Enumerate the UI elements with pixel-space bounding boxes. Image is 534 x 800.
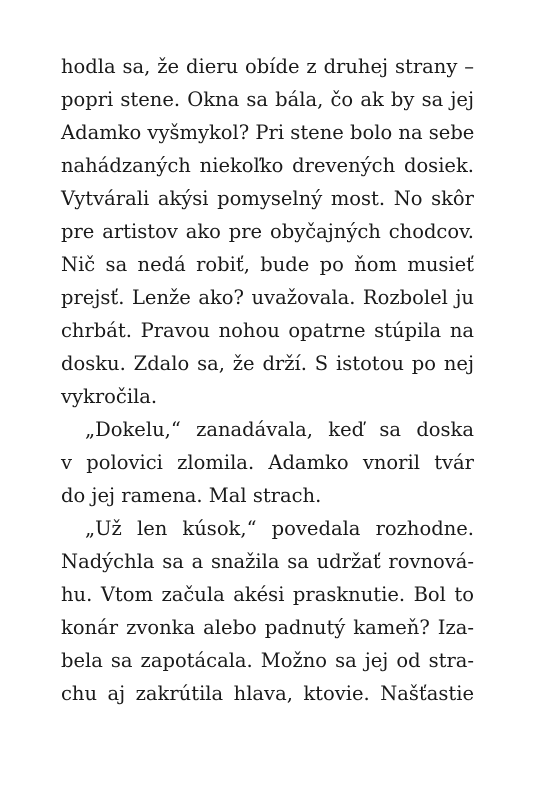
- text-line: Nič sa nedá robiť, bude po ňom musieť: [61, 253, 474, 276]
- text-line: prejsť. Lenže ako? uvažovala. Rozbolel ju: [61, 286, 474, 309]
- text-line: Vytvárali akýsi pomyselný most. No skôr: [61, 187, 474, 210]
- text-line: popri stene. Okna sa bála, čo ak by sa jej: [61, 88, 474, 111]
- text-line: nahádzaných niekoľko drevených dosiek.: [61, 154, 474, 177]
- text-line: Nadýchla sa a snažila sa udržať rovnová-: [61, 550, 474, 573]
- text-line: „Už len kúsok,“ povedala rozhodne.: [85, 517, 474, 540]
- text-line: vykročila.: [61, 385, 158, 408]
- text-line: chrbát. Pravou nohou opatrne stúpila na: [61, 319, 474, 342]
- text-line: do jej ramena. Mal strach.: [61, 484, 322, 507]
- book-page-text: [61, 50, 474, 710]
- text-line: hu. Vtom začula akési prasknutie. Bol to: [61, 583, 474, 606]
- text-line: hodla sa, že dieru obíde z druhej strany –: [61, 55, 474, 78]
- text-line: bela sa zapotácala. Možno sa jej od stra-: [61, 649, 474, 672]
- text-line: konár zvonka alebo padnutý kameň? Iza-: [61, 616, 474, 639]
- text-line: pre artistov ako pre obyčajných chodcov.: [61, 220, 474, 243]
- text-line: dosku. Zdalo sa, že drží. S istotou po nej: [61, 352, 474, 375]
- text-line: „Dokelu,“ zanadávala, keď sa doska: [85, 418, 474, 441]
- text-line: chu aj zakrútila hlava, ktovie. Našťastie: [61, 682, 474, 705]
- text-line: Adamko vyšmykol? Pri stene bolo na sebe: [61, 121, 475, 144]
- text-line: v polovici zlomila. Adamko vnoril tvár: [61, 451, 474, 474]
